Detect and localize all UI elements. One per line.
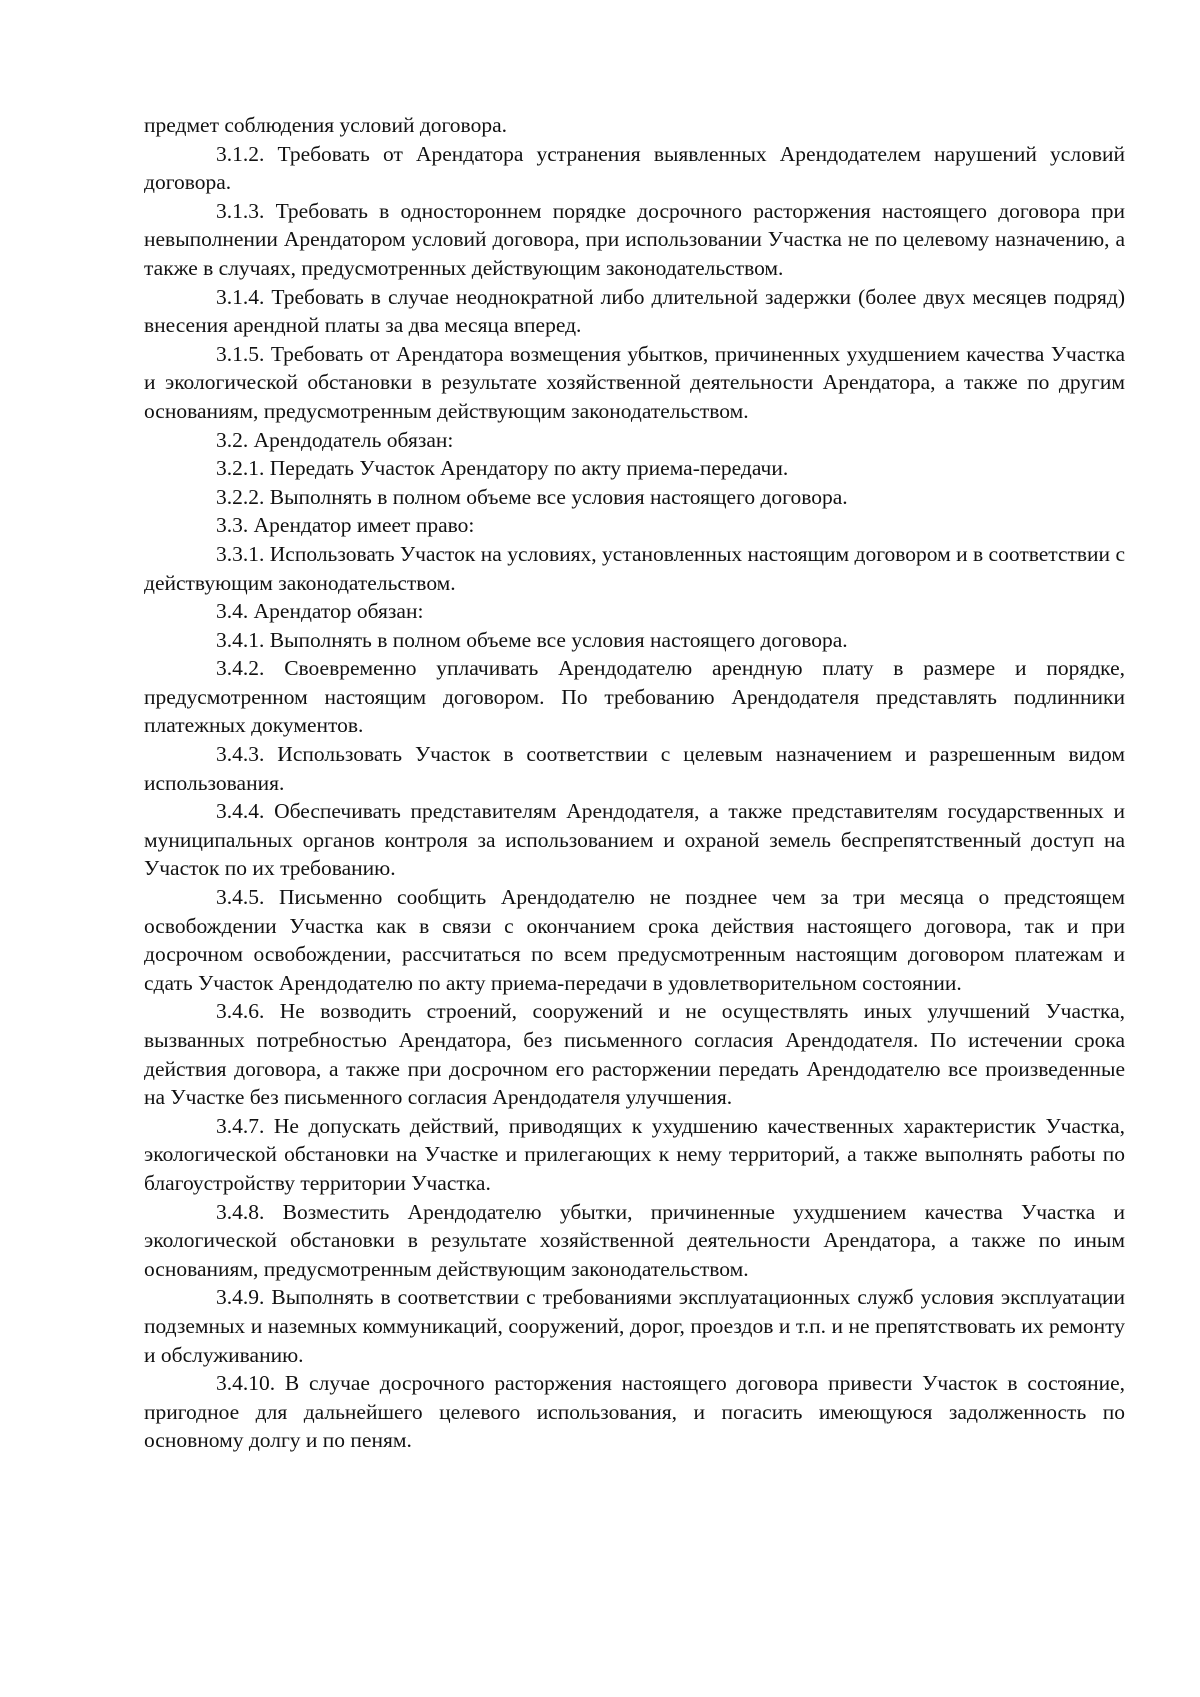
clause-3-1-5: 3.1.5. Требовать от Арендатора возмещения убытков, причиненных ухудшением качества Участка и экологической обстановки в результате хозяйственной деятельности Арендатора, а также по другим основаниям, предусмотренным действующим законодательством. — [144, 341, 1125, 423]
clause-3-4-7: 3.4.7. Не допускать действий, приводящих к ухудшению качественных характеристик Участка, экологической обстановки на Участке и прилегающих к нему территорий, а также выполнять работы по благоустройству территории Участка. — [144, 1113, 1125, 1195]
clause-3-4-3: 3.4.3. Использовать Участок в соответствии с целевым назначением и разрешенным видом использования. — [144, 742, 1125, 795]
paragraph-continuation: предмет соблюдения условий договора. — [144, 113, 507, 137]
clause-3-4-4: 3.4.4. Обеспечивать представителям Арендодателя, а также представителям государственных и муниципальных органов контроля за использованием и охраной земель беспрепятственный доступ на Участок по их требованию. — [144, 799, 1125, 881]
clause-3-4-9: 3.4.9. Выполнять в соответствии с требованиями эксплуатационных служб условия эксплуатации подземных и наземных коммуникаций, сооружений, дорог, проездов и т.п. и не препятствовать их ремонту и обслуживанию. — [144, 1285, 1125, 1367]
clause-3-2-1: 3.2.1. Передать Участок Арендатору по акту приема-передачи. — [216, 456, 789, 481]
clause-3-3-1: 3.3.1. Использовать Участок на условиях, установленных настоящим договором и в соответствии с действующим законодательством. — [144, 541, 1125, 595]
clause-3-4-heading: 3.4. Арендатор обязан: — [216, 599, 424, 624]
clause-3-4-6: 3.4.6. Не возводить строений, сооружений и не осуществлять иных улучшений Участка, вызванных потребностью Арендатора, без письменного согласия Арендодателя. По истечении срока действия договора, а также при досрочном его расторжении передать Арендодателю все произведенные на Участке без письменного согласия Арендодателя улучшения. — [144, 999, 1125, 1110]
clause-3-1-2: 3.1.2. Требовать от Арендатора устранения выявленных Арендодателем нарушений условий договора. — [144, 141, 1125, 195]
clause-3-4-10: 3.4.10. В случае досрочного расторжения настоящего договора привести Участок в состояние, пригодное для дальнейшего целевого использования, и погасить имеющуюся задолженность по основному долгу и по пеням. — [144, 1371, 1125, 1453]
clause-3-2-heading: 3.2. Арендодатель обязан: — [216, 427, 454, 452]
clause-3-4-8: 3.4.8. Возместить Арендодателю убытки, причиненные ухудшением качества Участка и экологической обстановки в результате хозяйственной деятельности Арендатора, а также по иным основаниям, предусмотренным действующим законодательством. — [144, 1199, 1125, 1281]
clause-3-1-4: 3.1.4. Требовать в случае неоднократной либо длительной задержки (более двух месяцев подряд) внесения арендной платы за два месяца вперед. — [144, 284, 1125, 338]
clause-3-4-2: 3.4.2. Своевременно уплачивать Арендодателю арендную плату в размере и порядке, предусмотренном настоящим договором. По требованию Арендодателя представлять подлинники платежных документов. — [144, 656, 1125, 738]
clause-3-4-1: 3.4.1. Выполнять в полном объеме все условия настоящего договора. — [216, 627, 848, 652]
clause-3-3-heading: 3.3. Арендатор имеет право: — [216, 513, 475, 538]
clause-3-1-3: 3.1.3. Требовать в одностороннем порядке досрочного расторжения настоящего договора при невыполнении Арендатором условий договора, при использовании Участка не по целевому назначению, а также в случаях, предусмотренных действующим законодательством. — [144, 198, 1125, 280]
clause-3-2-2: 3.2.2. Выполнять в полном объеме все условия настоящего договора. — [216, 484, 848, 509]
clause-3-4-5: 3.4.5. Письменно сообщить Арендодателю не позднее чем за три месяца о предстоящем освобождении Участка как в связи с окончанием срока действия настоящего договора, так и при досрочном освобождении, рассчитаться по всем предусмотренным настоящим договором платежам и сдать Участок Арендодателю по акту приема-передачи в удовлетворительном состоянии. — [144, 885, 1125, 995]
document-page — [144, 111, 1125, 1455]
